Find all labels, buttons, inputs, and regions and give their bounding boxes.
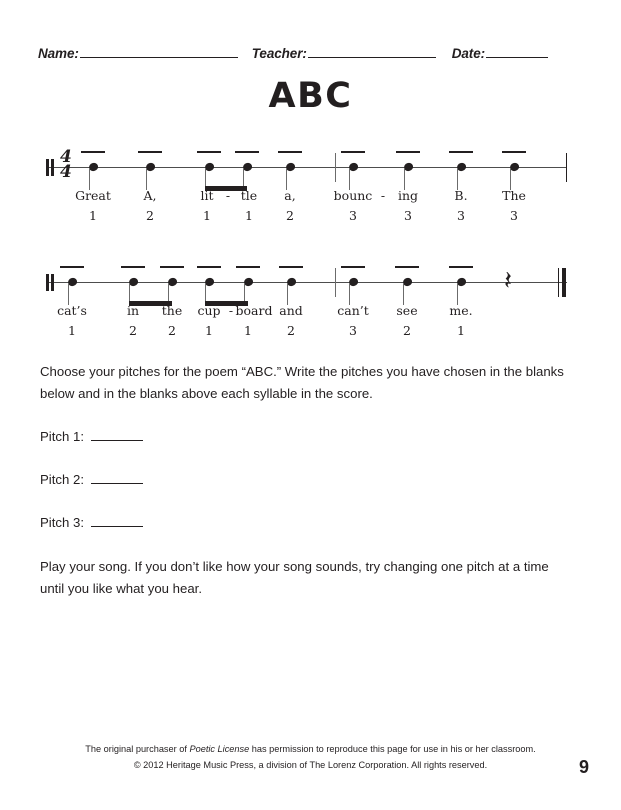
beat-count: 3 — [404, 208, 412, 223]
pitch-blank-line[interactable] — [278, 151, 302, 153]
lyric-hyphen: - — [228, 303, 234, 318]
beat-count: 1 — [89, 208, 97, 223]
footer-permission-line — [0, 742, 621, 756]
lyric-hyphen: - — [380, 188, 386, 203]
pitch-blank-line[interactable] — [236, 266, 260, 268]
beat-count: 2 — [287, 323, 295, 338]
worksheet-header — [38, 46, 583, 61]
beat-count: 1 — [245, 208, 253, 223]
pitch-1-label: Pitch 1: — [40, 429, 84, 444]
lyric-syllable: ing — [397, 188, 419, 203]
pitch-blank-line[interactable] — [197, 151, 221, 153]
pitch-blank-line[interactable] — [449, 151, 473, 153]
date-input-line[interactable] — [486, 46, 548, 58]
beat-count: 2 — [403, 323, 411, 338]
lyric-syllable: The — [502, 188, 526, 203]
note-stem — [205, 283, 207, 303]
date-label: Date: — [451, 46, 486, 61]
note-stem — [243, 168, 245, 188]
opening-barline-thick-2 — [51, 159, 54, 176]
note-stem — [287, 283, 289, 305]
beat-count: 2 — [129, 323, 137, 338]
lyric-syllable: can’t — [337, 303, 369, 318]
beat-count: 3 — [349, 208, 357, 223]
beat-count: 1 — [68, 323, 76, 338]
pitch-blank-line[interactable] — [121, 266, 145, 268]
note-stem — [457, 283, 459, 305]
pitch-3-label: Pitch 3: — [40, 515, 84, 530]
lyric-syllable: Great — [75, 188, 111, 203]
lyric-syllable: lit — [200, 188, 214, 203]
time-signature-denominator: 4 — [60, 162, 72, 182]
beat-count: 3 — [457, 208, 465, 223]
pitch-1-row — [40, 429, 143, 444]
footer-text-before: The original purchaser of — [85, 744, 190, 754]
beat-count: 2 — [168, 323, 176, 338]
pitch-blank-line[interactable] — [197, 266, 221, 268]
lyric-hyphen: - — [225, 188, 231, 203]
beat-count: 2 — [146, 208, 154, 223]
name-label: Name: — [38, 46, 79, 61]
note-stem — [205, 168, 207, 188]
pitch-blank-line[interactable] — [235, 151, 259, 153]
note-stem — [244, 283, 246, 303]
teacher-input-line[interactable] — [308, 46, 436, 58]
pitch-blank-line[interactable] — [138, 151, 162, 153]
pitch-3-input[interactable] — [91, 515, 143, 527]
lyric-syllable: the — [161, 303, 183, 318]
music-system-2 — [0, 255, 621, 445]
lyric-syllable: B. — [454, 188, 468, 203]
pitch-blank-line[interactable] — [279, 266, 303, 268]
opening-barline-thick-2 — [51, 274, 54, 291]
page-title: ABC — [268, 76, 353, 116]
note-stem — [89, 168, 91, 190]
lyric-syllable: me. — [449, 303, 473, 318]
teacher-label: Teacher: — [251, 46, 307, 61]
note-stem — [510, 168, 512, 190]
pitch-2-label: Pitch 2: — [40, 472, 84, 487]
pitch-blank-line[interactable] — [341, 151, 365, 153]
lyric-syllable: a, — [284, 188, 296, 203]
footer-book-title: Poetic License — [189, 744, 250, 754]
quarter-rest-icon: 𝄽 — [504, 266, 512, 296]
lyric-syllable: bounc — [333, 188, 373, 203]
note-stem — [457, 168, 459, 190]
staff-line — [46, 282, 567, 283]
beat-count: 1 — [244, 323, 252, 338]
note-stem — [146, 168, 148, 190]
measure-barline — [335, 153, 336, 182]
instruction-paragraph-1: Choose your pitches for the poem “ABC.” Write the pitches you have chosen in the blanks below and in the blanks above each syllable in the score. — [40, 364, 564, 401]
pitch-blank-line[interactable] — [502, 151, 526, 153]
pitch-blank-line[interactable] — [341, 266, 365, 268]
lyric-syllable: board — [235, 303, 273, 318]
lyric-syllable: see — [396, 303, 418, 318]
note-stem — [286, 168, 288, 190]
pitch-blank-line[interactable] — [395, 266, 419, 268]
beat-count: 1 — [205, 323, 213, 338]
beat-count: 2 — [286, 208, 294, 223]
pitch-2-row — [40, 472, 143, 487]
lyric-syllable: and — [279, 303, 303, 318]
footer-copyright-line: © 2012 Heritage Music Press, a division of The Lorenz Corporation. All rights reserved. — [133, 760, 488, 770]
final-barline-thick — [562, 268, 566, 297]
lyric-syllable: in — [126, 303, 140, 318]
pitch-blank-line[interactable] — [81, 151, 105, 153]
pitch-1-input[interactable] — [91, 429, 143, 441]
pitch-blank-line[interactable] — [60, 266, 84, 268]
name-input-line[interactable] — [80, 46, 238, 58]
page-number: 9 — [578, 757, 589, 777]
staff-line — [46, 167, 567, 168]
lyric-syllable: cup — [197, 303, 221, 318]
lyric-syllable: tle — [240, 188, 258, 203]
note-stem — [129, 283, 131, 303]
lyric-syllable: A, — [143, 188, 157, 203]
footer-text-after: has permission to reproduce this page for use in his or her classroom. — [249, 744, 536, 754]
system-end-barline — [566, 153, 567, 182]
beat-count: 1 — [203, 208, 211, 223]
time-signature-numerator: 4 — [60, 147, 72, 167]
pitch-3-row — [40, 515, 143, 530]
note-stem — [68, 283, 70, 305]
note-stem — [349, 168, 351, 190]
beat-count: 3 — [349, 323, 357, 338]
note-stem — [349, 283, 351, 305]
opening-barline-thick-1 — [46, 159, 49, 176]
note-stem — [168, 283, 170, 303]
opening-barline-thick-1 — [46, 274, 49, 291]
pitch-blank-line[interactable] — [449, 266, 473, 268]
measure-barline — [335, 268, 336, 297]
note-stem — [404, 168, 406, 190]
note-stem — [403, 283, 405, 305]
pitch-blank-line[interactable] — [396, 151, 420, 153]
time-signature — [60, 147, 72, 182]
beat-count: 1 — [457, 323, 465, 338]
instruction-paragraph-2: Play your song. If you don’t like how your song sounds, try changing one pitch at a time until you like what you hear. — [40, 559, 549, 596]
lyric-syllable: cat’s — [57, 303, 87, 318]
final-barline-thin — [558, 268, 559, 297]
pitch-blank-line[interactable] — [160, 266, 184, 268]
beat-count: 3 — [510, 208, 518, 223]
pitch-2-input[interactable] — [91, 472, 143, 484]
